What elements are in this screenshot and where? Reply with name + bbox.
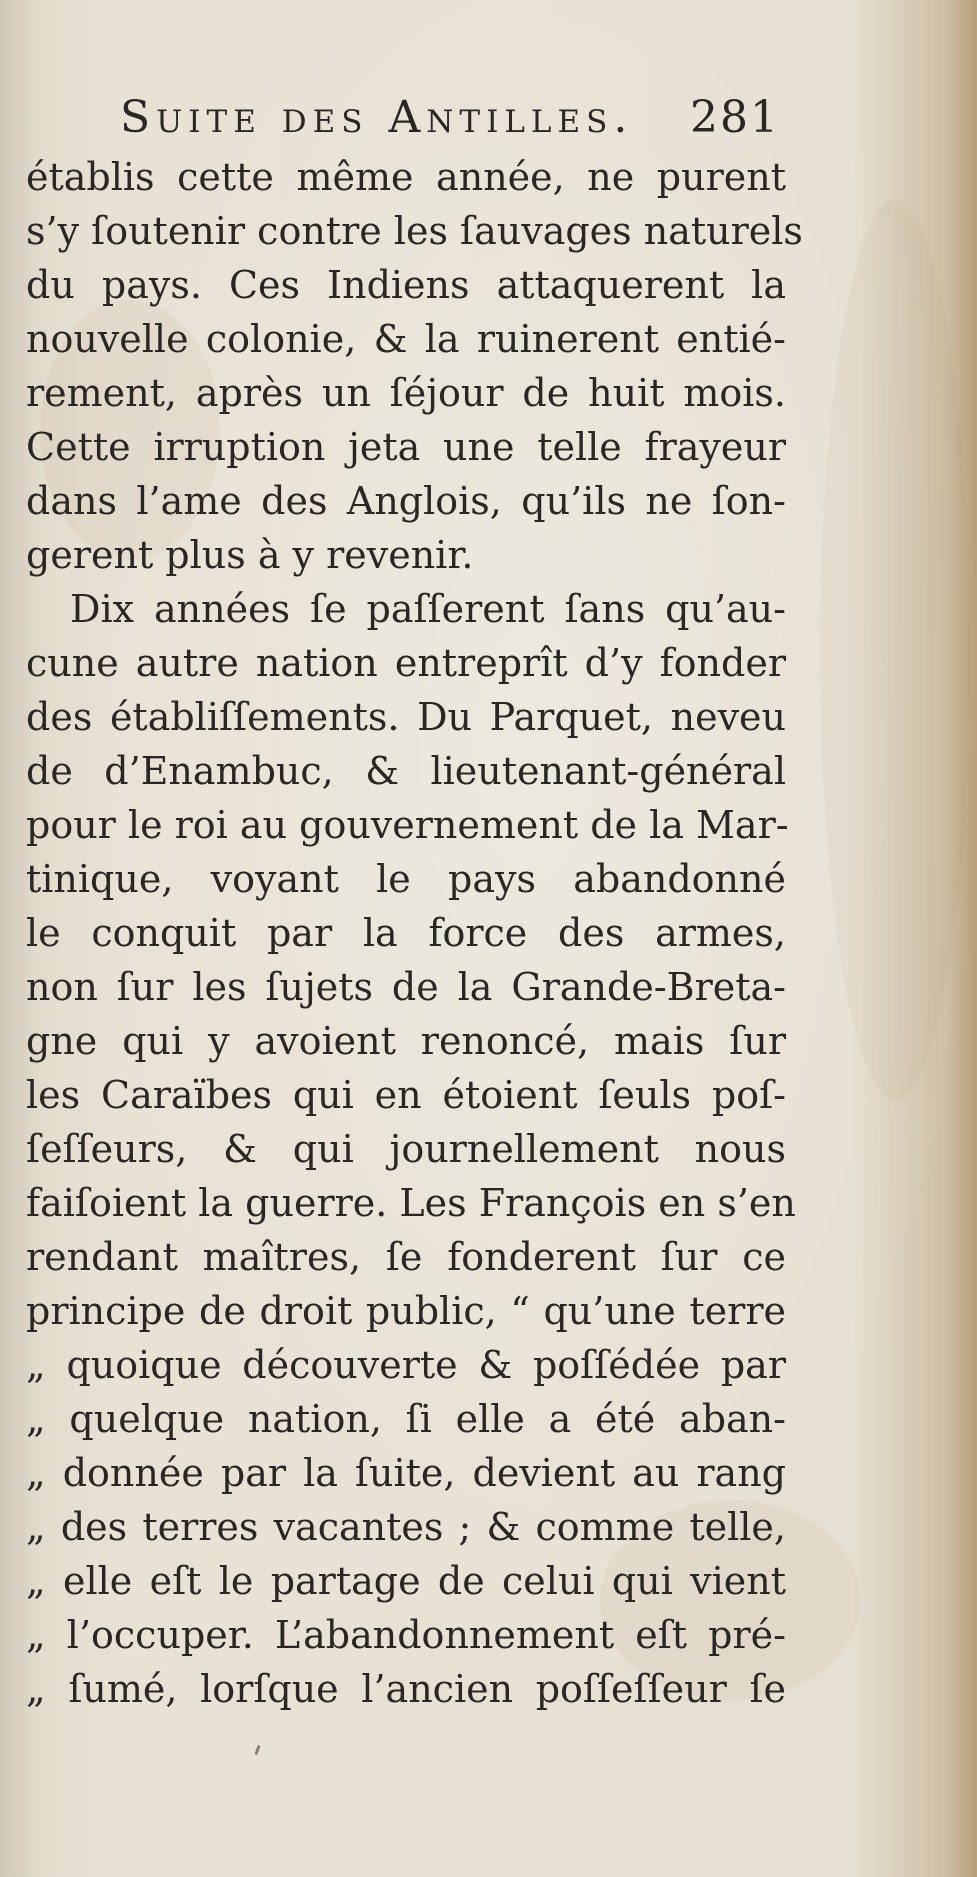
text-line: nouvelle colonie, & la ruinerent entié- [26,317,786,361]
text-line: principe de droit public, “ qu’une terre [26,1289,786,1333]
text-line: „ donnée par la ſuite, devient au rang [26,1451,786,1495]
text-line: cune autre nation entreprît d’y fonder [26,641,786,685]
text-line: rendant maîtres, ſe fonderent ſur ce [26,1235,786,1279]
text-line: les Caraïbes qui en étoient ſeuls poſ- [26,1073,786,1117]
text-line: „ elle eſt le partage de celui qui vient [26,1559,786,1603]
text-line: „ quelque nation, ſi elle a été aban- [26,1397,786,1441]
page-number: 281 [690,92,780,143]
text-line: rement, après un ſéjour de huit mois. [26,371,786,415]
text-line: „ quoique découverte & poſſédée par [26,1343,786,1387]
running-head: Suite des Antilles. [120,92,634,143]
text-line: gne qui y avoient renoncé, mais ſur [26,1019,786,1063]
text-line: Dix années ſe paſſerent ſans qu’au- [70,587,786,631]
text-line: Cette irruption jeta une telle frayeur [26,425,786,469]
text-line: pour le roi au gouvernement de la Mar- [26,803,789,847]
body-text [26,150,803,1716]
text-line: „ l’occuper. L’abandonnement eſt pré- [26,1613,786,1657]
paper-stain [820,200,970,1100]
text-line: le conquit par la force des armes, [26,911,786,955]
text-line: gerent plus à y revenir. [26,533,474,577]
text-line: dans l’ame des Anglois, qu’ils ne ſon- [26,479,786,523]
paper-speck [254,1745,260,1755]
text-line: de d’Enambuc, & lieutenant-général [26,749,786,793]
text-line: non ſur les ſujets de la Grande-Breta- [26,965,786,1009]
text-line: ſeſſeurs, & qui journellement nous [26,1127,786,1171]
text-line: des établiſſements. Du Parquet, neveu [26,695,786,739]
text-line: s’y ſoutenir contre les ſauvages naturels [26,209,803,253]
text-line: faiſoient la guerre. Les François en s’en [26,1181,796,1225]
text-line: „ ſumé, lorſque l’ancien poſſeſſeur ſe [26,1667,786,1711]
page-header [120,92,780,148]
text-line: établis cette même année, ne purent [26,155,786,199]
text-line: du pays. Ces Indiens attaquerent la [26,263,786,307]
text-line: tinique, voyant le pays abandonné [26,857,786,901]
text-line: „ des terres vacantes ; & comme telle, [26,1505,786,1549]
